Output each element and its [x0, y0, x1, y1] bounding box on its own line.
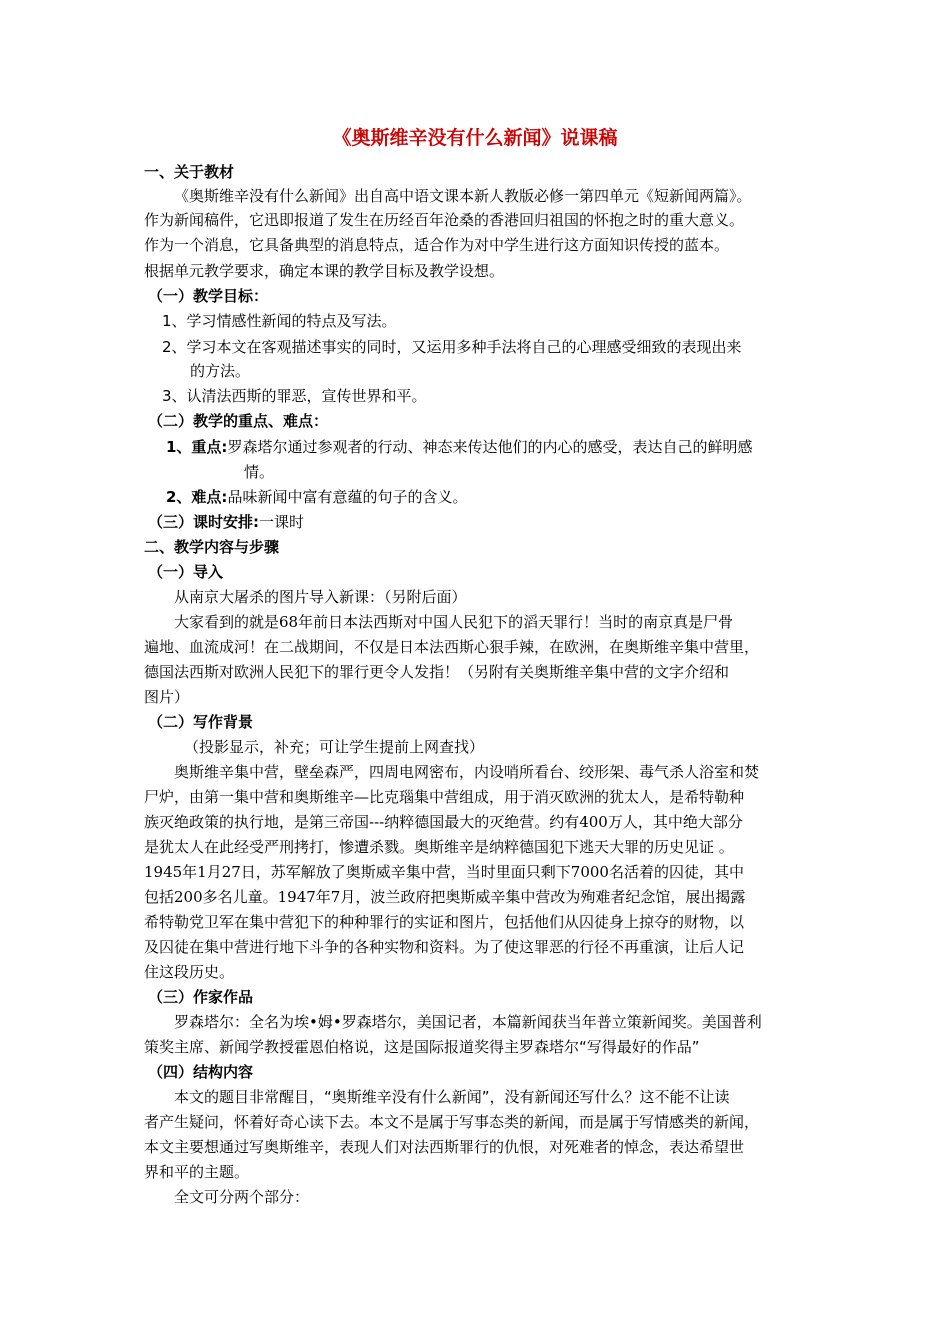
paragraph-line: 罗森塔尔：全名为埃•姆•罗森塔尔，美国记者，本篇新闻获当年普立策新闻奖。美国普利 — [174, 1013, 762, 1031]
paragraph-line: 尸炉，由第一集中营和奥斯维辛—比克瑙集中营组成，用于消灭欧洲的犹太人，是希特勒种 — [144, 788, 745, 806]
section-heading-content-steps: 二、教学内容与步骤 — [144, 538, 280, 556]
subheading-introduction: （一）导入 — [148, 563, 224, 581]
key-point-label: 1、重点: — [166, 438, 228, 456]
paragraph-line: 者产生疑问，怀着好奇心读下去。本文不是属于写事态类的新闻，而是属于写情感类的新闻， — [144, 1113, 760, 1131]
document-title: 《奥斯维辛没有什么新闻》说课稿 — [332, 127, 618, 149]
paragraph-line: 希特勒党卫军在集中营犯下的种种罪行的实证和图片，包括他们从囚徒身上掠夺的财物，以 — [144, 913, 745, 931]
class-time-label: （三）课时安排: — [148, 513, 259, 531]
list-item-continuation: 的方法。 — [190, 362, 251, 380]
paragraph-line: 是犹太人在此经受严刑拷打，惨遭杀戮。奥斯维辛是纳粹德国犯下逃天大罪的历史见证 。 — [144, 838, 734, 856]
paragraph-line: 1945年1月27日，苏军解放了奥斯威辛集中营，当时里面只剩下7000名活着的囚徒，其中 — [144, 863, 744, 881]
class-time-row — [148, 510, 304, 534]
difficult-point-row — [166, 485, 467, 509]
difficult-point-label: 2、难点: — [166, 488, 228, 506]
paragraph-line: 从南京大屠杀的图片导入新课：（另附后面） — [174, 588, 467, 606]
list-item: 3、认清法西斯的罪恶，宣传世界和平。 — [162, 387, 427, 405]
difficult-point-text: 品味新闻中富有意蕴的句子的含义。 — [227, 488, 468, 506]
paragraph-line: 德国法西斯对欧洲人民犯下的罪行更令人发指！（另附有关奥斯维辛集中营的文字介绍和 — [144, 663, 730, 681]
subheading-author-works: （三）作家作品 — [148, 988, 254, 1006]
paragraph-line: （投影显示，补充；可让学生提前上网查找） — [184, 738, 485, 756]
paragraph-line: 图片） — [144, 688, 190, 706]
paragraph-line: 本文主要想通过写奥斯维辛，表现人们对法西斯罪行的仇恨，对死难者的悼念，表达希望世 — [144, 1138, 745, 1156]
paragraph-line: 界和平的主题。 — [144, 1163, 250, 1181]
paragraph-line: 住这段历史。 — [144, 963, 235, 981]
subheading-key-difficult-points: （二）教学的重点、难点： — [148, 412, 329, 430]
subheading-writing-background: （二）写作背景 — [148, 713, 254, 731]
list-item: 2、学习本文在客观描述事实的同时，又运用多种手法将自己的心理感受细致的表现出来 — [162, 338, 742, 356]
class-time-value: 一课时 — [259, 513, 305, 531]
list-item: 1、学习情感性新闻的特点及写法。 — [162, 312, 397, 330]
paragraph-line: 包括200多名儿童。1947年7月，波兰政府把奥斯威辛集中营改为殉难者纪念馆，展出揭露 — [144, 888, 746, 906]
paragraph-line: 本文的题目非常醒目，“奥斯维辛没有什么新闻”，没有新闻还写什么？这不能不让读 — [174, 1088, 730, 1106]
paragraph-line: 作为一个消息，它具备典型的消息特点，适合作为对中学生进行这方面知识传授的蓝本。 — [144, 236, 730, 254]
subheading-structure-content: （四）结构内容 — [148, 1063, 254, 1081]
paragraph-line: 策奖主席、新闻学教授霍恩伯格说，这是国际报道奖得主罗森塔尔“写得最好的作品” — [144, 1038, 700, 1056]
paragraph-line: 全文可分两个部分： — [174, 1188, 310, 1206]
paragraph-line: 《奥斯维辛没有什么新闻》出自高中语文课本新人教版必修一第四单元《短新闻两篇》。 — [174, 187, 752, 205]
key-point-continuation: 情。 — [244, 463, 275, 481]
key-point-text: 罗森塔尔通过参观者的行动、神态来传达他们的内心的感受，表达自己的鲜明感 — [227, 438, 753, 456]
paragraph-line: 族灭绝政策的执行地，是第三帝国---纳粹德国最大的灭绝营。约有400万人，其中绝大部分 — [144, 813, 743, 831]
paragraph-line: 作为新闻稿件，它迅即报道了发生在历经百年沧桑的香港回归祖国的怀抱之时的重大意义。 — [144, 211, 745, 229]
paragraph-line: 根据单元教学要求，确定本课的教学目标及教学设想。 — [144, 262, 505, 280]
paragraph-line: 遍地、血流成河！在二战期间，不仅是日本法西斯心狠手辣，在欧洲，在奥斯维辛集中营里， — [144, 638, 760, 656]
paragraph-line: 大家看到的就是68年前日本法西斯对中国人民犯下的滔天罪行！当时的南京真是尸骨 — [174, 613, 734, 631]
paragraph-line: 奥斯维辛集中营，壁垒森严，四周电网密布，内设哨所看台、绞形架、毒气杀人浴室和焚 — [174, 763, 760, 781]
paragraph-line: 及囚徒在集中营进行地下斗争的各种实物和资料。为了使这罪恶的行径不再重演，让后人记 — [144, 938, 745, 956]
section-heading-materials: 一、关于教材 — [144, 163, 235, 181]
key-point-row — [166, 435, 752, 459]
subheading-teaching-goals: （一）教学目标： — [148, 287, 269, 305]
